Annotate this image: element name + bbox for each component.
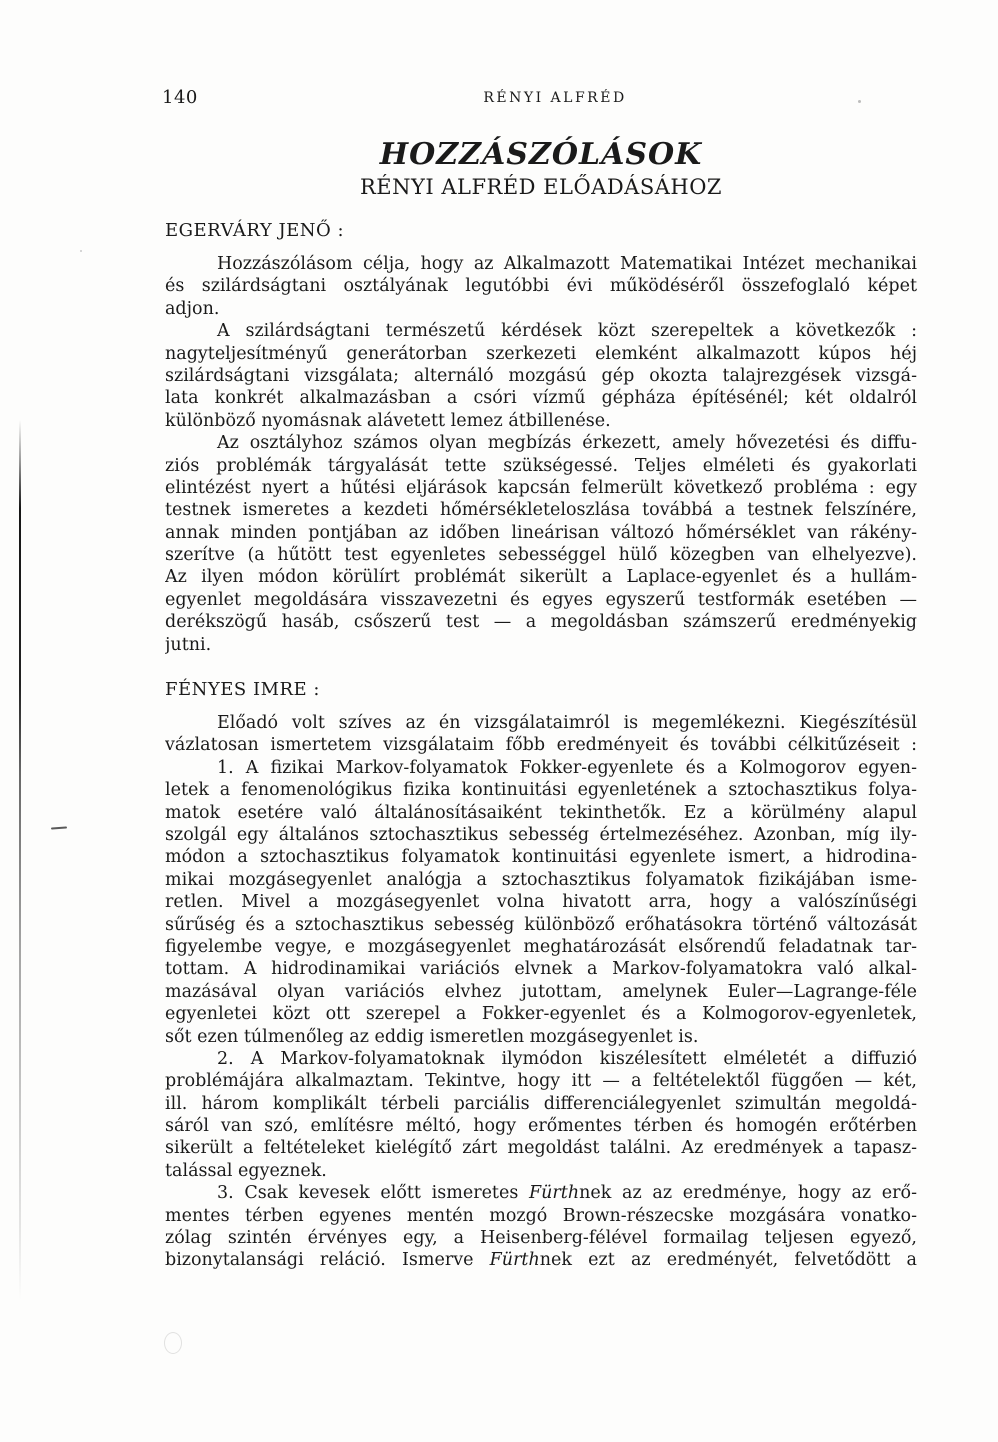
text-line: talással egyeznek. — [165, 1160, 327, 1181]
text-line: A szilárdságtani természetű kérdések közt szerepeltek a következők : — [217, 321, 917, 342]
text-line: 2. A Markov-folyamatoknak ilymódon kiszélesített elméletét a diffuzió — [217, 1048, 917, 1069]
text-line: bizonytalansági reláció. Ismerve Fürthnek ezt az eredményét, felvetődött a — [165, 1250, 917, 1271]
text-line: sűrűség és a sztochasztikus sebesség különböző erőhatásokra történő változását — [165, 914, 917, 935]
text-body — [165, 219, 917, 1272]
text-line: elintézést nyert a hűtési eljárások kapcsán felmerült következő probléma : egy — [165, 477, 917, 498]
text-line: vázlatosan ismertetem vizsgálataim főbb eredményeit és további célkitűzéseit : — [165, 735, 917, 756]
paragraph — [165, 253, 917, 320]
text-line: sőt ezen túlmenőleg az eddig ismeretlen mozgásegyenlet is. — [165, 1026, 699, 1047]
text-line: ziós problémák tárgyalását tette szükségessé. Teljes elméleti és gyakorlati — [165, 455, 917, 476]
text-line: zólag szintén érvényes egy, a Heisenberg-félével formailag teljesen egyező, — [165, 1228, 917, 1249]
paragraph — [165, 757, 917, 1048]
page-number: 140 — [162, 87, 198, 108]
text-line: 1. A fizikai Markov-folyamatok Fokker-egyenlete és a Kolmogorov egyen- — [217, 757, 917, 778]
text-line: mentes térben egyenes mentén mozgó Brown-részecske mozgására vonatko- — [165, 1205, 917, 1226]
text-line: Az ilyen módon körülírt problémát sikerült a Laplace-egyenlet és a hullám- — [165, 567, 917, 588]
page-title: HOZZÁSZÓLÁSOK — [379, 137, 703, 172]
text-line: Az osztályhoz számos olyan megbízás érkezett, amely hővezetési és diffu- — [217, 433, 917, 454]
text-line: különböző nyomásnak alávetett lemez átbillenése. — [165, 410, 611, 431]
text-line: figyelembe vegye, e mozgásegyenlet meghatározását elsőrendű feladatnak tar- — [165, 936, 917, 957]
text-line: tottam. A hidrodinamikai variációs elvnek a Markov-folyamatokra való alkal- — [165, 959, 917, 980]
speaker-name: FÉNYES IMRE : — [165, 679, 320, 701]
text-line: sikerült a feltételeket kielégítő zárt megoldást találni. Az eredmények a tapasz- — [165, 1138, 917, 1159]
scan-speck — [80, 250, 82, 252]
page-subtitle: RÉNYI ALFRÉD ELŐADÁSÁHOZ — [359, 175, 723, 199]
margin-pencil-dash — [51, 826, 67, 829]
text-line: Előadó volt szíves az én vizsgálataimról is megemlékezni. Kiegészítésül — [217, 713, 917, 734]
text-line: és szilárdságtani osztályának legutóbbi évi működéséről összefoglaló képet — [165, 276, 917, 297]
running-head: RÉNYI ALFRÉD — [483, 90, 627, 106]
text-line: ill. három komplikált térbeli parciális differenciálegyenlet szimultán megoldá- — [165, 1093, 917, 1114]
text-line: annak minden pontjában az időben lineárisan változó hőmérséklet van rákény- — [165, 522, 917, 543]
text-line: lata konkrét alkalmazásban a csóri vízmű gépháza építésénél; két oldalról — [165, 388, 917, 409]
text-line: mikai mozgásegyenlet analógja a sztochasztikus folyamatok fizikájában isme- — [165, 869, 917, 890]
paragraph — [165, 1048, 917, 1182]
text-line: derékszögű hasáb, csőszerű test — a megoldásban számszerű eredményekig — [165, 612, 917, 633]
paragraph — [165, 712, 917, 757]
text-line: testnek ismeretes a kezdeti hőmérsékleteloszlása továbbá a testnek felszínére, — [165, 500, 917, 521]
text-line: Hozzászólásom célja, hogy az Alkalmazott Matematikai Intézet mechanikai — [217, 254, 917, 274]
text-line: egyenlet megoldására visszavezetni és egyes egyszerű testformák esetében — — [165, 589, 917, 610]
scan-speck — [858, 100, 861, 103]
text-line: letek a fenomenológikus fizika kontinuitási egyenletének a sztochasztikus folya- — [165, 780, 917, 801]
text-line: módon a sztochasztikus folyamatok kontinuitási egyenlete ismert, a hidrodina- — [165, 847, 917, 868]
text-line: egyenletei közt ott szerepel a Fokker-egyenlet és a Kolmogorov-egyenletek, — [165, 1004, 917, 1025]
paragraph — [165, 320, 917, 432]
speaker-name: EGERVÁRY JENŐ : — [165, 220, 345, 241]
text-line: problémájára alkalmaztam. Tekintve, hogy itt — a feltételektől függően — két, — [165, 1071, 917, 1092]
title-block — [165, 138, 917, 199]
text-line: retlen. Mivel a mozgásegyenlet volna hivatott arra, hogy a valószínűségi — [165, 892, 917, 913]
text-line: szilárdságtani vizsgálata; alternáló mozgású gép okozta talajrezgések vizsgá- — [165, 365, 917, 386]
text-line: jutni. — [165, 634, 212, 655]
text-line: szerítve (a hűtött test egyenletes sebességgel hülő közegben van elhelyezve). — [165, 545, 917, 566]
text-line: 3. Csak kevesek előtt ismeretes Fürthnek az az eredménye, hogy az erő- — [217, 1183, 917, 1204]
text-line: matok esetére való általánosításaiként tekinthetők. Ez a körülmény alapul — [165, 802, 917, 823]
text-line: sáról van szó, említésre méltó, hogy erőmentes térben és homogén erőtérben — [165, 1116, 917, 1137]
scan-artifact-line — [19, 420, 21, 1300]
scan-smudge — [164, 1332, 182, 1354]
text-line: mazásával olyan variációs elvhez jutottam, amelynek Euler—Lagrange-féle — [165, 981, 917, 1002]
text-line: adjon. — [165, 298, 220, 319]
paragraph — [165, 1182, 917, 1272]
text-line: nagyteljesítményű generátorban szerkezeti elemként alkalmazott kúpos héj — [165, 343, 917, 364]
text-line: szolgál egy általános sztochasztikus sebesség értelmezéséhez. Azonban, míg ily- — [165, 824, 917, 845]
paragraph — [165, 432, 917, 656]
